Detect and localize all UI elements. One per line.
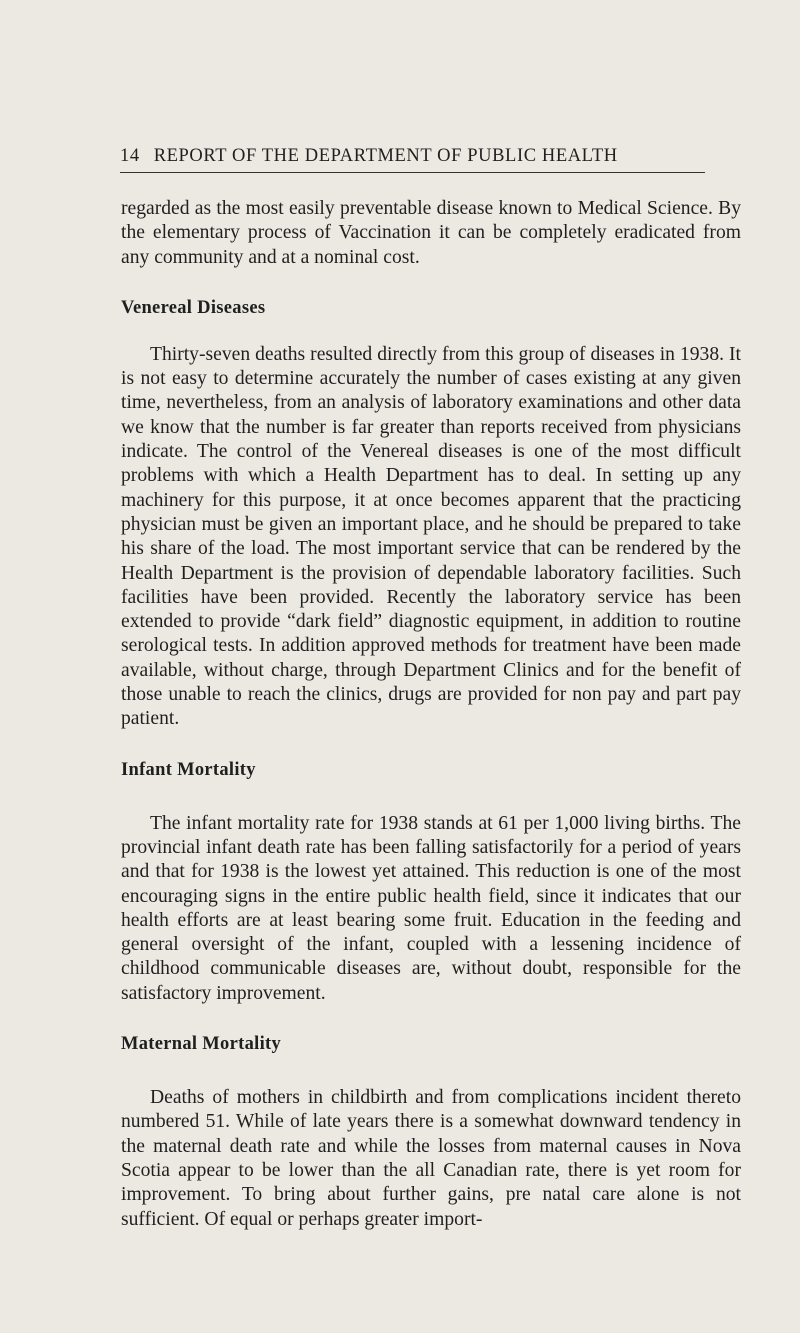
- page-body: [121, 197, 741, 1232]
- spacer: [121, 782, 741, 812]
- running-header: [120, 146, 705, 167]
- spacer: [121, 1006, 741, 1032]
- paragraph-intro: regarded as the most easily preventable disease known to Medical Science. By the elementary process of Vaccination it can be completely eradicated from any community and at a nominal cost.: [121, 198, 741, 268]
- spacer: [121, 1056, 741, 1086]
- spacer: [121, 320, 741, 343]
- paragraph-maternal-mortality: Deaths of mothers in childbirth and from complications incident thereto numbered 51. While of late years there is a somewhat downward tendency in the maternal death rate and while the losses from maternal causes in Nova Scotia appear to be lower than the all Canadian rate, there is yet room for improvement. To bring about further gains, pre natal care alone is not sufficient. Of equal or perhaps greater import-: [121, 1087, 741, 1230]
- header-rule: [120, 172, 705, 173]
- heading-maternal-mortality: Maternal Mortality: [121, 1034, 282, 1055]
- paragraph-infant-mortality: The infant mortality rate for 1938 stands at 61 per 1,000 living births. The provincial infant death rate has been falling satisfactorily for a period of years and that for 1938 is the lowest yet attained. This reduction is one of the most encouraging signs in the entire public health field, since it indicates that our health efforts are at least bearing some fruit. Education in the feeding and general oversight of the infant, coupled with a lessening incidence of childhood communicable diseases are, without doubt, responsible for the satisfactory improvement.: [121, 812, 741, 1004]
- report-title: REPORT OF THE DEPARTMENT OF PUBLIC HEALTH: [153, 146, 618, 166]
- paragraph-venereal-diseases: Thirty-seven deaths resulted directly from this group of diseases in 1938. It is not easy to determine accurately the number of cases existing at any given time, nevertheless, from an analysis of laboratory examinations and other data we know that the number is far greater than reports received from physicians indicate. The control of the Venereal diseases is one of the most difficult problems with which a Health Department has to deal. In setting up any machinery for this purpose, it at once becomes apparent that the practicing physician must be given an important place, and he should be prepared to take his share of the load. The most important service that can be rendered by the Health Department is the provision of dependable laboratory facilities. Such facilities have been provided. Recently the laboratory service has been extended to provide “dark field” diagnostic equipment, in addition to routine serological tests. In addition approved methods for treatment have been made available, without charge, through Department Clinics and for the benefit of those unable to reach the clinics, drugs are provided for non pay and part pay patient.: [121, 343, 741, 730]
- heading-infant-mortality: Infant Mortality: [121, 759, 256, 780]
- page-number: 14: [120, 146, 140, 166]
- spacer: [121, 270, 741, 296]
- spacer: [121, 732, 741, 758]
- heading-venereal-diseases: Venereal Diseases: [121, 297, 266, 318]
